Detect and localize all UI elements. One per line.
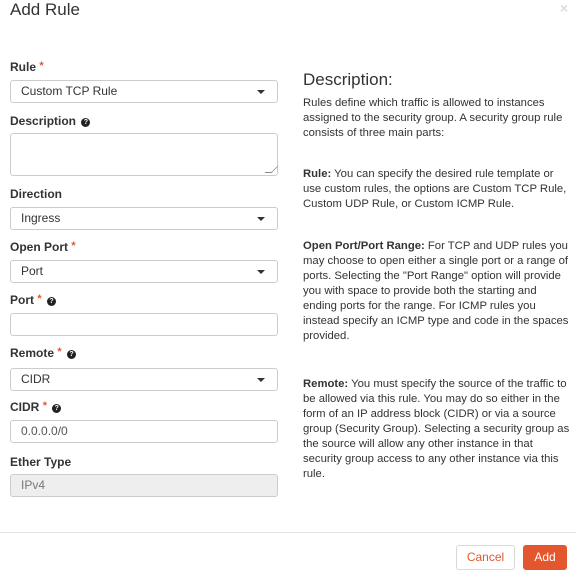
remote-select-value: CIDR xyxy=(21,372,51,386)
required-marker: * xyxy=(71,240,76,252)
help-icon[interactable]: ? xyxy=(47,297,56,306)
chevron-down-icon xyxy=(257,90,265,94)
description-textarea[interactable] xyxy=(10,133,278,176)
direction-label xyxy=(10,187,62,201)
port-help-heading: Open Port/Port Range: xyxy=(303,240,425,252)
direction-select[interactable] xyxy=(10,207,278,230)
rule-help-heading: Rule: xyxy=(303,168,332,180)
rule-help-text: You can specify the desired rule template or use custom rules, the options are Custom TCP Rule, Custom UDP Rule, or Custom ICMP Rule. xyxy=(303,168,567,210)
rule-select[interactable] xyxy=(10,80,278,103)
port-help-paragraph xyxy=(303,239,571,344)
ether-type-label-text: Ether Type xyxy=(10,455,72,469)
rule-label-text: Rule xyxy=(10,60,37,74)
dialog-header xyxy=(0,0,576,28)
direction-select-value: Ingress xyxy=(21,211,61,225)
add-button[interactable]: Add xyxy=(523,545,567,570)
remote-help-paragraph xyxy=(303,377,571,482)
description-heading: Description: xyxy=(303,70,393,89)
port-label-text: Port xyxy=(10,293,34,307)
rule-select-value: Custom TCP Rule xyxy=(21,84,118,98)
required-marker: * xyxy=(37,293,42,305)
required-marker: * xyxy=(42,400,47,412)
close-icon[interactable]: × xyxy=(559,0,568,16)
remote-label-text: Remote xyxy=(10,346,55,360)
cancel-button[interactable]: Cancel xyxy=(456,545,515,570)
description-label-text: Description xyxy=(10,114,77,128)
rule-label xyxy=(10,60,44,74)
open-port-select-value: Port xyxy=(21,264,44,278)
resize-handle-icon[interactable] xyxy=(265,166,279,173)
remote-select[interactable] xyxy=(10,368,278,391)
cidr-label xyxy=(10,400,61,414)
chevron-down-icon xyxy=(257,270,265,274)
open-port-select[interactable] xyxy=(10,260,278,283)
help-icon[interactable]: ? xyxy=(67,350,76,359)
required-marker: * xyxy=(57,346,62,358)
port-input[interactable] xyxy=(10,313,278,336)
help-icon[interactable]: ? xyxy=(52,404,61,413)
open-port-label-text: Open Port xyxy=(10,240,69,254)
direction-label-text: Direction xyxy=(10,187,63,201)
required-marker: * xyxy=(39,60,44,72)
chevron-down-icon xyxy=(257,378,265,382)
ether-type-label xyxy=(10,455,71,469)
dialog-title: Add Rule xyxy=(10,0,80,19)
description-label xyxy=(10,114,90,128)
cidr-input-value: 0.0.0.0/0 xyxy=(21,424,68,438)
chevron-down-icon xyxy=(257,217,265,221)
remote-help-text: You must specify the source of the traffic to be allowed via this rule. You may do so either in the form of an IP address block (CIDR) or via a source group (Security Group). Selecting a security group as the source will allow any other instance in that security group access to any other instance via this rule. xyxy=(303,378,570,480)
open-port-label xyxy=(10,240,76,254)
footer-divider xyxy=(0,532,576,533)
help-icon[interactable]: ? xyxy=(81,118,90,127)
cidr-label-text: CIDR xyxy=(10,400,40,414)
port-help-text: For TCP and UDP rules you may choose to open either a single port or a range of ports. Selecting the "Port Range" option will provide you with space to provide both the starting and ending ports for the range. For ICMP rules you instead specify an ICMP type and code in the spaces provided. xyxy=(303,240,569,342)
remote-help-heading: Remote: xyxy=(303,378,349,390)
cidr-input[interactable] xyxy=(10,420,278,443)
ether-type-value: IPv4 xyxy=(21,478,46,492)
description-intro: Rules define which traffic is allowed to instances assigned to the security group. A security group rule consists of three main parts: xyxy=(303,97,563,139)
remote-label xyxy=(10,346,76,360)
ether-type-input xyxy=(10,474,278,497)
port-label xyxy=(10,293,56,307)
rule-help-paragraph xyxy=(303,167,571,212)
